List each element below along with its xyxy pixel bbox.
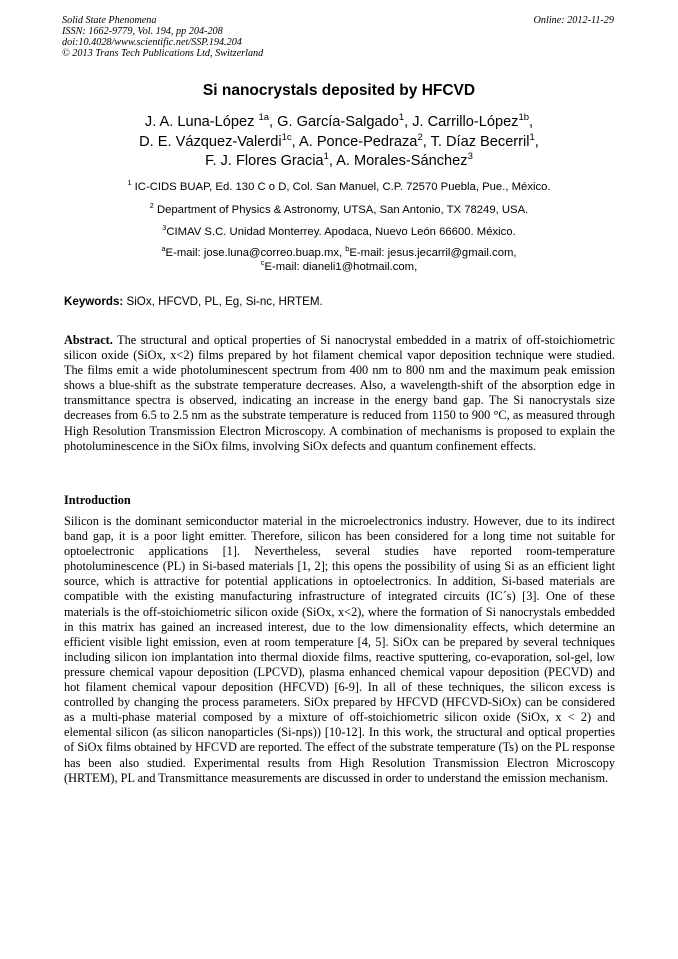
author: F. J. Flores Gracia$^1$, — [205, 151, 337, 169]
introduction-text: Silicon is the dominant semiconductor material in the microelectronics industry. However, due to its indirect band gap, it is a poor light emitter. Therefore, silicon has been considered for a long time not suitable for optoelectronic applications [1]. Nevertheless, several studies have reported room-temperature photoluminescence (PL) in Si-based materials [1, 2]; this opens the possibility of using Si as an efficient light source, which is attractive for potential applications in optoelectronics. In addition, Si-based materials are compatible with the existing manufacturing infrastructure of integrated circuits (IC´s) [3]. One of these materials is the off-stoichiometric silicon oxide (SiOx, x<2), where the formation of Si nanocrystals embedded in this matrix has gained an increased interest, due to the low dimensionality effects, which determine an efficient visible light emission, even at room temperature [4, 5]. SiOx can be prepared by several techniques including silicon ion implantation into thermal dioxide films, reactive sputtering, co-evaporation, sol-gel, low pressure chemical vapour deposition (LPCVD), plasma enhanced chemical vapour deposition (PECVD) and hot filament chemical vapour deposition (HFCVD) [6-9]. In all of these techniques, the silicon excess is controlled by changing the process parameters. SiOx prepared by HFCVD (HFCVD-SiOx) can be considered as a multi-phase material composed by a mixture of off-stoichiometric silicon oxide (SiOx, x < 2) and elemental silicon (as silicon nanoparticles (Si-nps)) [10-12]. In this work, the structural and optical properties of SiOx films obtained by HFCVD are reported. The effect of the substrate temperature (Ts) on the PL response has been also studied. Experimental results from High Resolution Transmission Electron Microscopy (HRTEM), PL and Transmittance measurements are discussed in order to understand the emission mechanism. — [64, 514, 615, 785]
email-link: E-mail: jose.luna@correo.buap.mx, — [165, 247, 346, 259]
affiliation-1: $^1$ IC-CIDS BUAP, Ed. 130 C o D, Col. San Manuel, C.P. 72570 Puebla, Pue., México. — [127, 178, 551, 193]
email-link: E-mail: dianeli1@hotmail.com, — [264, 261, 418, 273]
keywords-label: Keywords: — [64, 295, 124, 308]
author: D. E. Vázquez-Valerdi$^{1c}$, — [139, 131, 299, 150]
author: J. Carrillo-López$^{1b}$, — [412, 112, 534, 130]
paper-title: Si nanocrystals deposited by HFCVD — [202, 82, 476, 99]
abstract — [64, 333, 615, 454]
section-heading: Introduction — [64, 493, 131, 507]
affiliation-2: $^2$ Department of Physics & Astronomy, UTSA, San Antonio, TX 78249, USA. — [149, 201, 529, 216]
author: J. A. Luna-López $^{1a}$, — [144, 112, 278, 130]
author: A. Morales-Sánchez$^3$ — [336, 151, 473, 169]
email-line-2: $^c$E-mail: dianeli1@hotmail.com, — [260, 258, 418, 273]
online-date: Online: 2012-11-29 — [533, 15, 614, 26]
affiliation-3: $^3$CIMAV S.C. Unidad Monterrey. Apodaca, Nuevo León 66600. México. — [162, 223, 516, 238]
abstract-text: The structural and optical properties of Si nanocrystal embedded in a matrix of off-stoichiometric silicon oxide (SiOx, x<2) films prepared by hot filament chemical vapor deposition technique were studied. The films emit a wide photoluminescent spectrum from 400 nm to 800 nm and the maximum peak emission shows a blue-shift as the substrate temperature decreases. Also, a wavelength-shift of the absorption edge in transmittance spectra is observed, indicating an increase in the energy band gap. The Si nanocrystals size decreases from 6.5 to 2.5 nm as the substrate temperature is reduced from 1150 to 900 °C, as measured through High Resolution Transmission Electron Microscopy. A combination of mechanisms is proposed to explain the photoluminescence in the SiOx films, involving SiOx defects and quantum confinement effects. — [64, 333, 615, 453]
journal-doi: doi:10.4028/www.scientific.net/SSP.194.204 — [62, 37, 242, 48]
keywords — [64, 295, 323, 308]
journal-info — [62, 15, 263, 59]
journal-issn: ISSN: 1662-9779, Vol. 194, pp 204-208 — [62, 26, 223, 37]
author-list — [40, 113, 638, 172]
keywords-list: SiOx, HFCVD, PL, Eg, Si-nc, HRTEM. — [123, 295, 323, 308]
abstract-label: Abstract. — [64, 333, 113, 347]
author: T. Díaz Becerril$^1$, — [430, 131, 539, 150]
journal-copyright: © 2013 Trans Tech Publications Ltd, Switzerland — [62, 48, 264, 59]
email-link: E-mail: jesus.jecarril@gmail.com, — [349, 247, 517, 259]
author: G. García-Salgado$^1$, — [277, 112, 413, 130]
email-line-1: $^a$E-mail: jose.luna@correo.buap.mx, $^b$E-mail: jesus.jecarril@gmail.com, — [161, 244, 517, 259]
author: A. Ponce-Pedraza$^2$, — [298, 131, 431, 150]
journal-name: Solid State Phenomena — [62, 15, 157, 26]
